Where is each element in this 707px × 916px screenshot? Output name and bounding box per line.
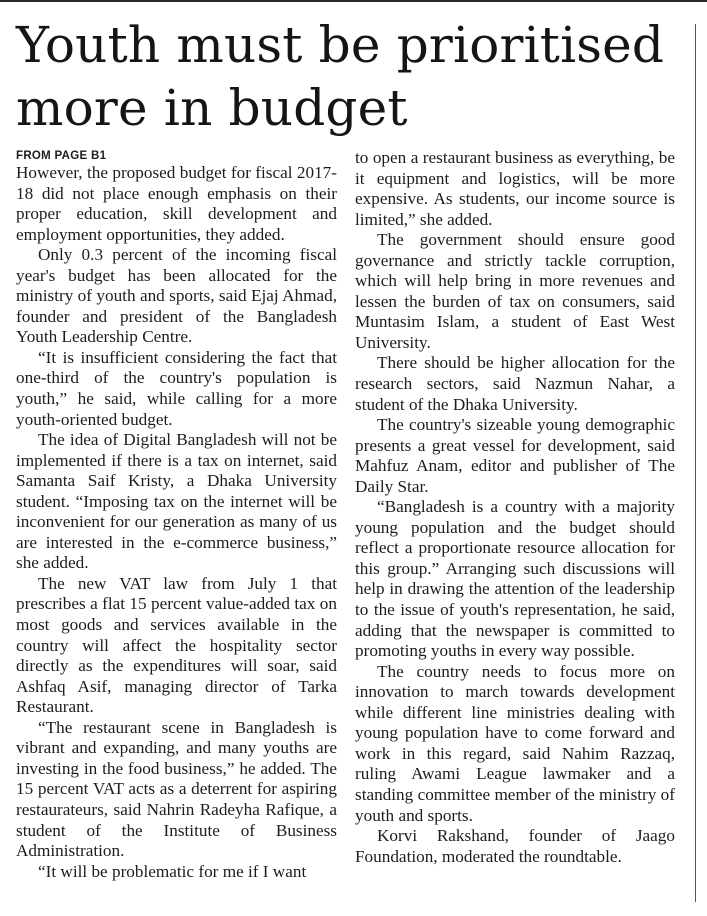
paragraph: “The restaurant scene in Bangladesh is vibrant and expanding, and many youths are investing in the food business,” he added. The 15 percent VAT acts as a deterrent for aspiring restaurateurs, said Nahrin Radeyha Rafique, a student of the Institute of Business Administration. (16, 717, 337, 861)
dateline: FROM PAGE B1 (16, 150, 107, 162)
paragraph: “It is insufficient considering the fact that one-third of the country's population is youth,” he said, while calling for a more youth-oriented budget. (16, 347, 337, 429)
paragraph: The government should ensure good governance and strictly tackle corruption, which will help bring in more revenues and lessen the burden of tax on consumers, said Muntasim Islam, a student of East West University. (355, 230, 675, 352)
left-column (16, 147, 337, 882)
paragraph: The new VAT law from July 1 that prescribes a flat 15 percent value-added tax on most goods and services available in the country will affect the hospitality sector directly as the expenditures will soar, said Ashfaq Asif, managing director of Tarka Restaurant. (16, 573, 337, 717)
paragraph: “It will be problematic for me if I want (38, 861, 307, 881)
paragraph: The country needs to focus more on innovation to march towards development while different line ministries dealing with young population have to come forward and work in this regard, said Nahim Razzaq, ruling Awami League lawmaker and a standing committee member of the ministry of youth and sports. (355, 661, 675, 825)
paragraph: There should be higher allocation for the research sectors, said Nazmun Nahar, a student of the Dhaka University. (355, 353, 675, 414)
headline: Youth must be prioritised more in budget (16, 16, 665, 137)
column-rule (695, 24, 696, 902)
top-rule (0, 0, 707, 2)
paragraph: “Bangladesh is a country with a majority young population and the budget should reflect a proportionate resource allocation for this group.” Arranging such discussions will help in drawing the attention of the leadership to the issue of youth's representation, he said, adding that the newspaper is committed to promoting youths in every way possible. (355, 497, 675, 661)
paragraph: The idea of Digital Bangladesh will not be implemented if there is a tax on internet, said Samanta Saif Kristy, a Dhaka University student. “Imposing tax on the internet will be inconvenient for our generation as many of us are interested in the e-commerce business,” she added. (16, 430, 337, 573)
paragraph: The country's sizeable young demographic presents a great vessel for development, said Mahfuz Anam, editor and publisher of The Daily Star. (355, 415, 675, 496)
paragraph: to open a restaurant business as everything, be it equipment and logistics, will be more expensive. As students, our income source is limited,” she added. (355, 148, 675, 229)
paragraph: Korvi Rakshand, founder of Jaago Foundation, moderated the roundtable. (355, 826, 675, 866)
paragraph: Only 0.3 percent of the incoming fiscal year's budget has been allocated for the ministry of youth and sports, said Ejaj Ahmad, founder and president of the Bangladesh Youth Leadership Centre. (16, 245, 337, 347)
paragraph: However, the proposed budget for fiscal 2017-18 did not place enough emphasis on their proper education, skill development and employment opportunities, they added. (16, 163, 337, 244)
right-column (355, 148, 675, 867)
